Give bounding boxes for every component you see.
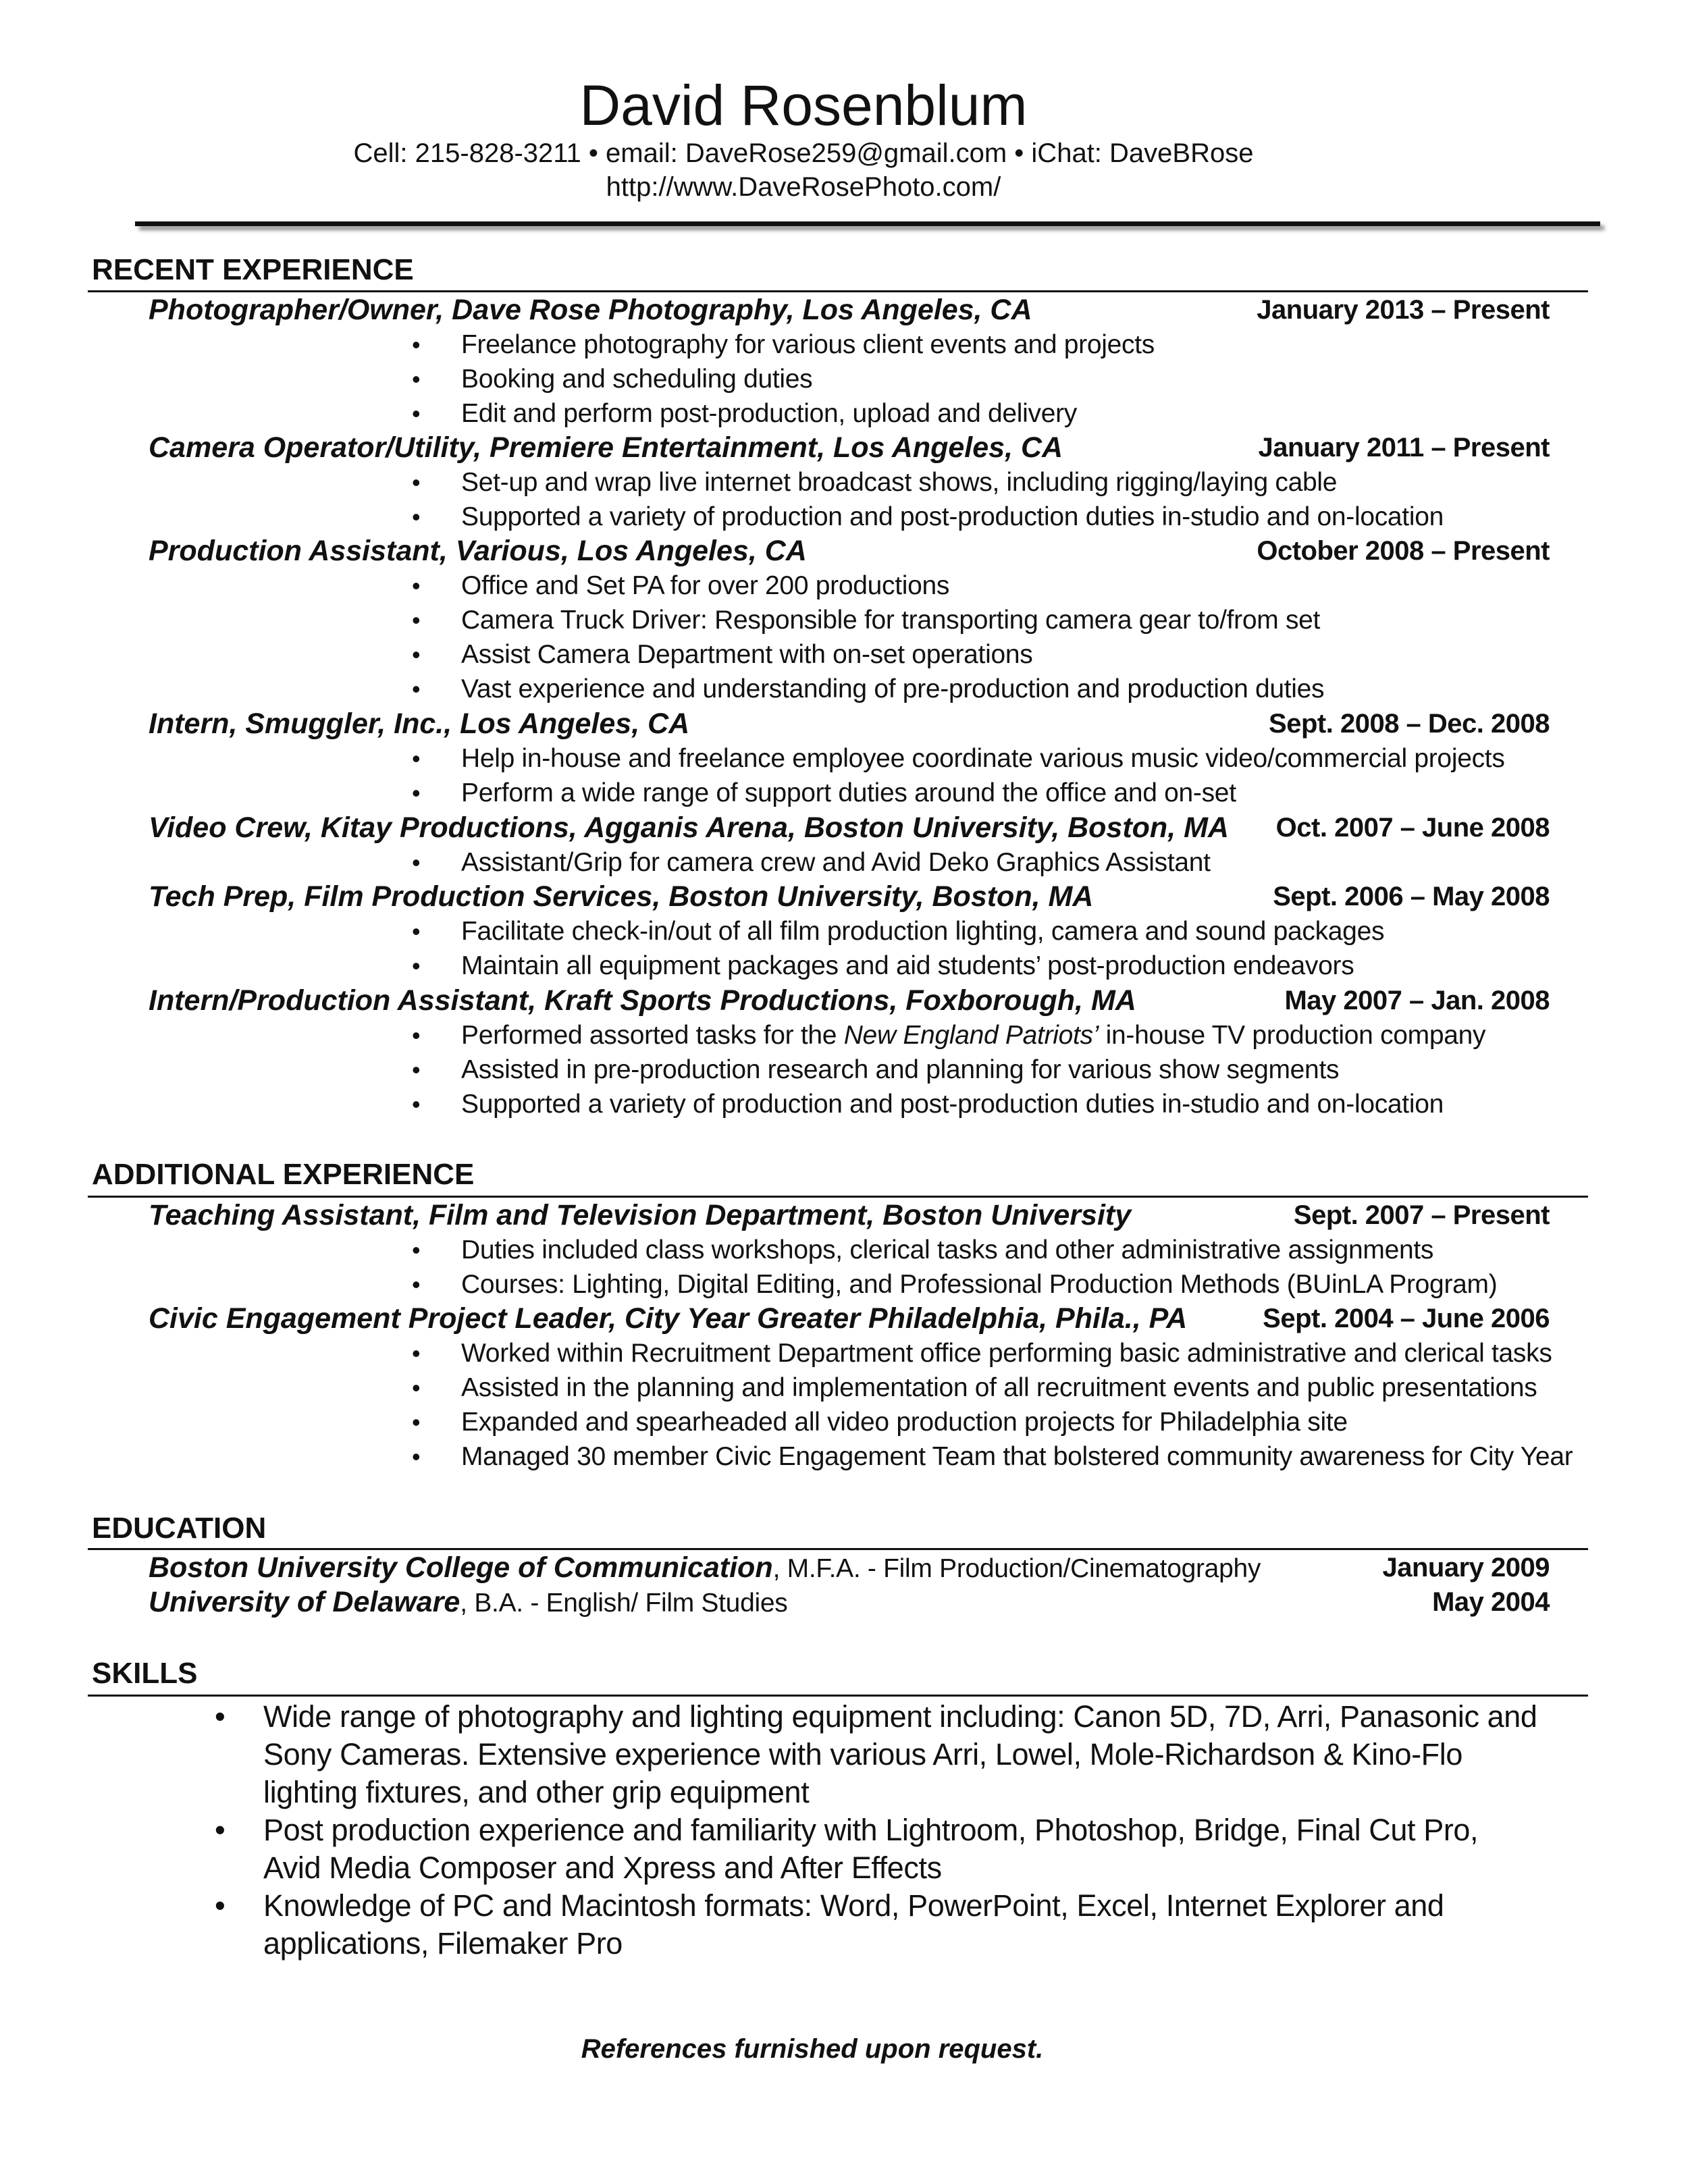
job-title: Intern/Production Assistant, Kraft Sports Productions, Foxborough, MA — [149, 984, 1136, 1017]
bullet-item: • Vast experience and understanding of pre-production and production duties — [412, 674, 1325, 703]
job-dates: Sept. 2007 – Present — [1293, 1200, 1550, 1230]
job-title: Civic Engagement Project Leader, City Year Greater Philadelphia, Phila., PA — [149, 1302, 1188, 1335]
bullet-item: • Booking and scheduling duties — [412, 365, 813, 394]
header-divider — [135, 221, 1600, 226]
section-heading-skills: SKILLS — [92, 1657, 198, 1690]
skills-list — [0, 1698, 1688, 1963]
section-divider — [88, 1196, 1588, 1198]
job-title: Photographer/Owner, Dave Rose Photography, Los Angeles, CA — [149, 294, 1032, 326]
bullet-item: • Help in-house and freelance employee coordinate various music video/commercial projects — [412, 744, 1505, 773]
job-bullets — [0, 465, 1688, 534]
bullet-item: • Duties included class workshops, clerical tasks and other administrative assignments — [412, 1235, 1434, 1264]
job-bullets — [0, 845, 1688, 880]
bullet-item: • Performed assorted tasks for the New England Patriots’ in-house TV production company — [412, 1021, 1486, 1050]
bullet-item: • Assisted in pre-production research and planning for various show segments — [412, 1055, 1340, 1084]
job-title: Video Crew, Kitay Productions, Agganis Arena, Boston University, Boston, MA — [149, 811, 1229, 844]
job-title: Intern, Smuggler, Inc., Los Angeles, CA — [149, 708, 690, 740]
job-bullets — [0, 568, 1688, 706]
section-heading-recent: RECENT EXPERIENCE — [92, 253, 414, 286]
job-bullets — [0, 327, 1688, 431]
bullet-item: • Freelance photography for various client events and projects — [412, 330, 1155, 359]
bullet-item: • Supported a variety of production and post-production duties in-studio and on-location — [412, 1090, 1444, 1119]
job-dates: Sept. 2004 – June 2006 — [1263, 1304, 1550, 1333]
bullet-item: • Supported a variety of production and post-production duties in-studio and on-location — [412, 502, 1444, 531]
job-dates: October 2008 – Present — [1257, 536, 1550, 566]
job-dates: January 2011 – Present — [1258, 433, 1550, 462]
job-dates: Sept. 2008 – Dec. 2008 — [1269, 709, 1550, 739]
education-entry — [0, 1585, 1688, 1620]
job-dates: Oct. 2007 – June 2008 — [1275, 813, 1550, 843]
contact-line: Cell: 215-828-3211 • email: DaveRose259@gmail.com • iChat: DaveBRose — [353, 138, 1254, 168]
section-heading-additional: ADDITIONAL EXPERIENCE — [92, 1158, 475, 1191]
bullet-item: • Assisted in the planning and implementation of all recruitment events and public presentations — [412, 1373, 1537, 1402]
skill-item: • Wide range of photography and lighting equipment including: Canon 5D, 7D, Arri, Panasonic and Sony Cameras. Extensive experience with various Arri, Lowel, Mole-Richardson & Kino-Flo lighting fixtures, and other grip equipment — [215, 1699, 1537, 1809]
education-school: Boston University College of Communication, M.F.A. - Film Production/Cinematography — [149, 1551, 1261, 1584]
section-divider — [88, 290, 1588, 292]
job-bullets — [0, 1336, 1688, 1474]
bullet-item: • Camera Truck Driver: Responsible for transporting camera gear to/from set — [412, 606, 1321, 635]
bullet-item: • Assistant/Grip for camera crew and Avid Deko Graphics Assistant — [412, 848, 1211, 877]
bullet-item: • Assist Camera Department with on-set operations — [412, 640, 1033, 669]
bullet-item: • Facilitate check-in/out of all film production lighting, camera and sound packages — [412, 917, 1385, 946]
resume-name: David Rosenblum — [579, 74, 1028, 137]
skill-item: • Post production experience and familiarity with Lightroom, Photoshop, Bridge, Final Cut Pro, Avid Media Composer and Xpress and After Effects — [215, 1813, 1479, 1885]
education-date: May 2004 — [1432, 1587, 1550, 1617]
job-title: Camera Operator/Utility, Premiere Entertainment, Los Angeles, CA — [149, 431, 1063, 464]
job-dates: May 2007 – Jan. 2008 — [1284, 986, 1550, 1015]
bullet-item: • Perform a wide range of support duties around the office and on-set — [412, 778, 1236, 807]
job-title: Production Assistant, Various, Los Angeles, CA — [149, 535, 807, 567]
website-url: http://www.DaveRosePhoto.com/ — [606, 172, 1001, 202]
bullet-item: • Set-up and wrap live internet broadcast shows, including rigging/laying cable — [412, 468, 1338, 497]
bullet-item: • Worked within Recruitment Department office performing basic administrative and clerical tasks — [412, 1339, 1552, 1368]
bullet-item: • Expanded and spearheaded all video production projects for Philadelphia site — [412, 1408, 1348, 1437]
skill-item: • Knowledge of PC and Macintosh formats: Word, PowerPoint, Excel, Internet Explorer and applications, Filemaker Pro — [215, 1888, 1444, 1961]
job-bullets — [0, 914, 1688, 983]
education-entry — [0, 1551, 1688, 1585]
job-title: Teaching Assistant, Film and Television Department, Boston University — [149, 1199, 1132, 1231]
section-divider — [88, 1695, 1588, 1697]
job-title: Tech Prep, Film Production Services, Boston University, Boston, MA — [149, 880, 1094, 913]
job-bullets — [0, 1233, 1688, 1302]
section-divider — [88, 1548, 1588, 1550]
education-school: University of Delaware, B.A. - English/ Film Studies — [149, 1586, 788, 1618]
bullet-item: • Managed 30 member Civic Engagement Team that bolstered community awareness for City Year — [412, 1442, 1573, 1471]
job-bullets — [0, 741, 1688, 810]
job-bullets — [0, 1018, 1688, 1121]
job-dates: January 2013 – Present — [1257, 295, 1550, 325]
education-date: January 2009 — [1382, 1553, 1550, 1582]
references-note: References furnished upon request. — [581, 2034, 1044, 2064]
bullet-item: • Maintain all equipment packages and aid students’ post-production endeavors — [412, 951, 1354, 980]
bullet-item: • Edit and perform post-production, upload and delivery — [412, 399, 1077, 428]
bullet-item: • Courses: Lighting, Digital Editing, and Professional Production Methods (BUinLA Program) — [412, 1270, 1498, 1299]
bullet-item: • Office and Set PA for over 200 productions — [412, 571, 950, 600]
job-dates: Sept. 2006 – May 2008 — [1273, 882, 1550, 911]
section-heading-education: EDUCATION — [92, 1512, 267, 1545]
